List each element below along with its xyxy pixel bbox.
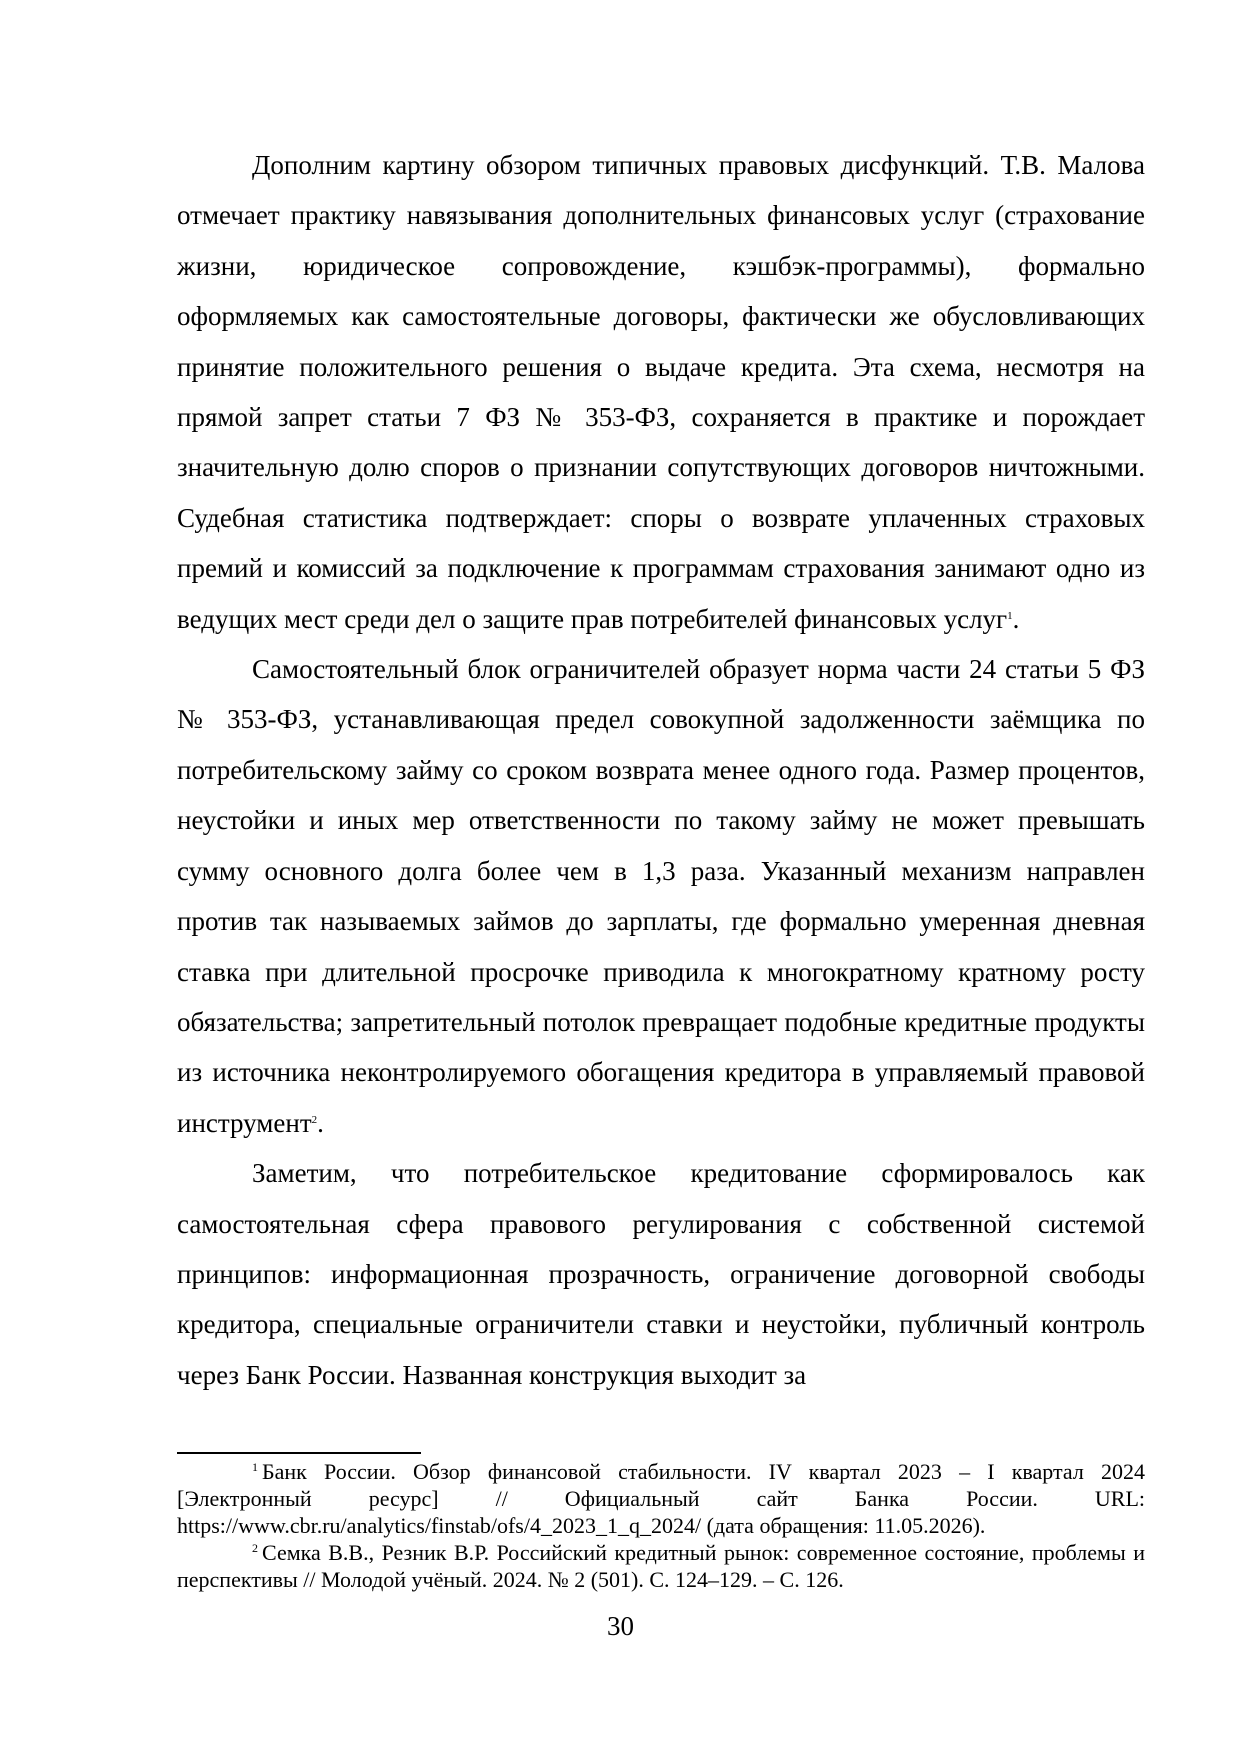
footnote-2-text: Семка В.В., Резник В.Р. Российский кредитный рынок: современное состояние, проблемы и перспективы // Молодой учёный. 2024. № 2 (501). С. 124–129. – С. 126. [177, 1540, 1145, 1592]
paragraph-2-tail: . [317, 1107, 324, 1138]
paragraph-2 [177, 644, 1145, 1148]
paragraph-3-text: Заметим, что потребительское кредитование сформировалось как самостоятельная сфера правового регулирования с собственной системой принципов: информационная прозрачность, ограничение договорной свободы кредитора, специальные ограничители ставки и неустойки, публичный контроль через Банк России. Названная конструкция выходит за [177, 1158, 1145, 1390]
paragraph-1-text: Дополним картину обзором типичных правовых дисфункций. Т.В. Малова отмечает практику навязывания дополнительных финансовых услуг (страхование жизни, юридическое сопровождение, кэшбэк-программы), формально оформляемых как самостоятельные договоры, фактически же обусловливающих принятие положительного решения о выдаче кредита. Эта схема, несмотря на прямой запрет статьи 7 ФЗ № 353-ФЗ, сохраняется в практике и порождает значительную долю споров о признании сопутствующих договоров ничтожными. Судебная статистика подтверждает: споры о возврате уплаченных страховых премий и комиссий за подключение к программам страхования занимают одно из ведущих мест среди дел о защите прав потребителей финансовых услуг [177, 150, 1145, 634]
footnote-reference-2[interactable]: 2 [311, 1113, 318, 1126]
page-number: 30 [607, 1611, 634, 1641]
paragraph-1 [177, 140, 1145, 644]
footnote-1 [177, 1458, 1145, 1539]
paragraph-1-tail: . [1012, 603, 1020, 634]
paragraph-3 [177, 1148, 1145, 1400]
footnote-reference-1[interactable]: 1 [1007, 609, 1013, 622]
paragraph-2-text: Самостоятельный блок ограничителей образует норма части 24 статьи 5 ФЗ № 353-ФЗ, устанавливающая предел совокупной задолженности заёмщика по потребительскому займу со сроком возврата менее одного года. Размер процентов, неустойки и иных мер ответственности по такому займу не может превышать сумму основного долга более чем в 1,3 раза. Указанный механизм направлен против так называемых займов до зарплаты, где формально умеренная дневная ставка при длительной просрочке приводила к многократному кратному росту обязательства; запретительный потолок превращает подобные кредитные продукты из источника неконтролируемого обогащения кредитора в управляемый правовой инструмент [177, 654, 1145, 1138]
footnotes [177, 1458, 1145, 1593]
body-text [177, 140, 1145, 1400]
footnote-2 [177, 1539, 1145, 1593]
footnote-separator [177, 1452, 421, 1454]
footnote-number-2: 2 [252, 1541, 258, 1555]
footnote-number-1: 1 [252, 1460, 258, 1474]
footnote-1-text: Банк России. Обзор финансовой стабильности. IV квартал 2023 – I квартал 2024 [Электронный ресурс] // Официальный сайт Банка России. URL: https://www.cbr.ru/analytics/finstab/ofs/4_2023_1_q_2024/ (дата обращения: 11.05.2026). [177, 1459, 1145, 1538]
